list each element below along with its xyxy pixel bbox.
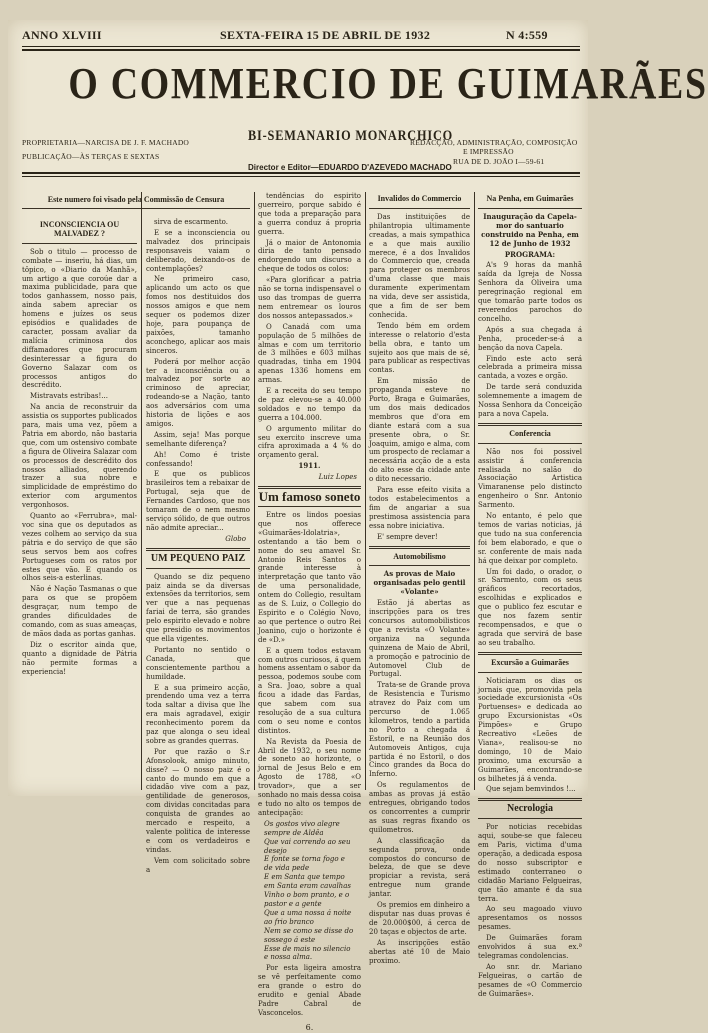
article-paragraph: Já o maior de Antonomia diria de tanto pensado endorgendo um discurso a cheque de todos os colos: [258, 238, 361, 274]
issue-number: N 4:559 [506, 28, 548, 42]
article-paragraph: Mistravats estribas!... [30, 392, 108, 401]
article-paragraph: Trata-se de Grande prova de Resistencia e Turismo atravez do Paiz com um percurso de 1.065 kilometros, tendo a partida no Porto a chegada á Estoril, e na Reunião dos Automoveis Antigos, cuja partida é no Estoril, o dos Cinco grandes da Boca do Inferno. [369, 681, 470, 779]
publication-label: PUBLICAÇÃO—ÀS TERÇAS E SEXTAS [22, 152, 160, 161]
header-rule-thin [22, 176, 580, 177]
subtitle: BI-SEMANARIO MONARCHICO [248, 128, 454, 144]
programme-label: PROGRAMA: [504, 249, 556, 259]
article-paragraph: A's 9 horas da manhã saída da Igreja de Nossa Senhora da Oliveira uma peregrinação regional em que tomarão parte todos os reverendos parochos do concelho. [478, 261, 582, 323]
article-paragraph: De Guimarães foram envolvidos á sua ex.ª telegramas condolencias. [478, 934, 582, 960]
article-paragraph: Tendo bém em ordem interesse o relatorio d'esta bella obra, e tanto um sujeito aos que mais de sé, para publicar as respectivas contas. [369, 321, 470, 375]
impression-label: E IMPRESSÃO [463, 147, 514, 156]
article-paragraph: Na Revista da Poesia de Abril de 1932, o seu nome de soneto ao horizonte, o jornal de Jesus Belo e em Agosto de 1788, «O trovador», que a ser sonhado no mais dessa coisa e tudo no alto os tempos de antecipação: [258, 737, 361, 817]
article-paragraph: Quando se diz pequeno paiz ainda se da diversas extensões da territorios, sem ver que a nas pequenas fariai de terra, são grandes pelo espirito elevado e nobre que presidio os movimentos que ella vigentes. [146, 572, 250, 643]
article-paragraph: Quanto ao «Ferrubra», mal-voc sina que os deputados as vezes colhem ao serviço da sua pátria e do serviço de que são seus servos bem aos cofres Portugueses com os ratos por estes que vão. E quando os olhos seis-a esterlinas. [22, 512, 137, 583]
article-paragraph: A classificação da segunda prova, onde compostos do concurso de beleza, de que se deve propiciar a revista, será entregue num grande jantar. [369, 836, 470, 899]
article-paragraph: E se a inconsciencia ou malvadez dos principais responsaveis vaiam o deliberado, deixando-os de contemplações? [146, 228, 250, 273]
dateline [8, 28, 588, 44]
article-paragraph: E' sempre dever! [377, 532, 438, 541]
column-5 [478, 192, 582, 998]
page-number: 6. [305, 1022, 314, 1032]
article-paragraph: Por noticias recebidas aqui, soube-se que faleceu em Paris, victima d'uma operação, a dedicada esposa do nosso subscriptor e estimado conterraneo o cidadão Mariano Felgueiras, que tão amante é da sua terra. [478, 823, 582, 903]
article-paragraph: Estão já abertas as inscripções para os tres concursos automobilisticos que a revista «O Volante» organiza na segunda quinzena de Maio de Abril, a promoção e patrocinio de Automovel Club de Portugal. [369, 599, 470, 679]
article-paragraph: Os regulamentos de ambas as provas já estão entregues, obrigando todos os concorrentes a cumprir as suas regras fixando os quilometros. [369, 781, 470, 834]
top-rule-thick [22, 49, 580, 51]
article-paragraph: O Canadá com uma população de 5 milhões de almas e com um territorio de 3 milhões e 603 milhas quadradas, tinha em 1904 apenas 1336 homens em armas. [258, 322, 361, 385]
article-paragraph: Vem com solicitado sobre a [146, 856, 250, 874]
article-heading: Um famoso soneto [258, 489, 361, 505]
article-paragraph: Após a sua chegada á Penha, proceder-se-á a benção da nova Capela. [478, 325, 582, 352]
column-4 [369, 192, 470, 965]
header-rule [22, 172, 580, 174]
sonnet-text: Os gostos vivo alegre sempre de Aldêa Que vai correndo ao seu desejo E fonte se torna fogo e de vida pede E em Santa que tempo em Santa eram cavalhas Vinho o bom pranto, e o pastor e a gente Que a uma nossa á noite ao frio branco Nem se como se disse do sossego á este Esse de mais no silencio e nossa alma. [264, 819, 354, 962]
top-rule [22, 46, 580, 47]
article-paragraph: Entre os lindos poesias que nos offerece «Guimarães-Idolatria», ostentando a tão bem o nome do seu amavel Sr. Antonio Reis Santos o grande interesse à interpretação que tanto vão de uma personalidade, ontem do Collegio, resultam as de S. Luiz, o Collegio do Espirito e o Colégio Novo, ao que pertence o outro Rei Joanino, cujo o horizonte é de «D.» [258, 511, 361, 644]
column-divider [254, 192, 255, 790]
column-divider [365, 192, 366, 790]
article-paragraph: Sob o titulo — processo de combate — inseriu, há dias, um tôpico, o «Diario da Manhã», um artigo a que coroúe dar a maxima publicidade, para que todos ganhassem, nosso pais, ainda sabem apreciar os homens e juízes os seus episódios e qualidades de caracter, possam avaliar da malícia criminosa dos diffamadores que procuram desinteressar a figura do Governo Salazar com os processos antigos do descrédito. [22, 247, 137, 390]
director-label: Director e Editor—EDUARDO D'AZEVEDO MACHADO [248, 163, 452, 172]
column-divider [474, 192, 475, 790]
article-signature: Luiz Lopes [318, 473, 357, 482]
article-paragraph: Os premios em dinheiro a disputar nas duas provas é de 20.000$00, á cerca de 20 taças e objectos de arte. [369, 901, 470, 936]
article-paragraph: Assim, seja! Mas porque semelhante diferença? [146, 430, 250, 448]
censorship-notice: Este numero foi visado pela Commissão de Censura [47, 195, 225, 204]
article-paragraph: Ao snr. dr. Mariano Felgueiras, o cartão de pesames de «O Commercio de Guimarães». [478, 962, 582, 998]
article-paragraph: E a quem todos estavam com outros curiosos, á quem homens assentam o sabor da pessoa, podemos soube com a Sra. Joao, sobre a qual ficou a idade das Fardas, que sabem com sua resolução de a sua cultura com o seu nome e contos distintos. [258, 646, 361, 735]
article-subheading: Inauguração da Capela-mor do santuario construido na Penha, em 12 de Junho de 1932 [481, 211, 579, 248]
article-paragraph: No entanto, é pelo que temos de varias noticias, já que tudo na sua conferencia foi bem elaborado, e que o sr. conferente de mais nada há que deixar por completo. [478, 512, 582, 565]
article-paragraph: Por que razão o S.r Afonsolook, amigo minuto, disse? — O nosso paiz é o canto do mundo em que a cidadão vive com a paz, gentilidade de generosos, com dividas concitadas para conquista de grandes ao mercado e respeito, a valente politica de interesse e com os verdadeiros e vindas. [146, 747, 250, 854]
article-heading: Conferencia [509, 428, 551, 438]
article-paragraph: Na ancia de reconstruir da assistia os supportes publicados para, mais uma vez, põem a Patria em abordo, não bastaria que, com um ostensivo combate a figura de Oliveira Salazar com os processos de descrédito dos nossos alliados, querendo trazer a sua nobre e simplicidade de empréstimo do exterior com argumentos vergonhosos. [22, 403, 137, 510]
censorship-notice-box [22, 192, 250, 213]
article-paragraph: E que os publicos brasileiros tem a rebaixar de Portugal, seja que de Fernandes Cardoso, que nos tomaram de o nem mesmo serviço sólido, de que outros não admite apreciar... [146, 470, 250, 532]
article-heading: INCONSCIENCIA OU MALVADEZ ? [39, 220, 120, 238]
article-paragraph: sirva de escarmento. [154, 218, 228, 226]
article-paragraph: Poderá por melhor acção ter a inconsciência ou a malvadez por sorte ao criminoso de apreciar, rodeando-se a Nação, tanto aos adversários com uma historia de lições e aos amigos. [146, 357, 250, 428]
article-paragraph: O argumento militar do seu exercito inscreve uma cifra aproximada a 4 % do orçamento geral. [258, 424, 361, 460]
article-paragraph: Findo este acto será celebrada a primeira missa cantada, a vozes e orgão. [478, 354, 582, 381]
article-paragraph: tendências do espirito guerreiro, porque sabido é que toda a preparação para a guerra conduz á propria guerra. [258, 192, 361, 236]
article-paragraph: De tarde será conduzida solemnemente a imagem de Nossa Senhora da Conceição para a nova Capela. [478, 383, 582, 418]
proprietor-label: PROPRIETARIA—NARCISA DE J. F. MACHADO [22, 138, 190, 147]
article-paragraph: Diz o escritor ainda que, quanto a dignidade de Pátria não permite formas a experiencia! [22, 640, 137, 676]
article-heading: Automobilismo [393, 551, 446, 561]
article-heading: Na Penha, em Guimarães [486, 194, 574, 203]
newspaper-title: O COMMERCIO DE GUIMARÃES [68, 59, 708, 108]
article-paragraph: E a receita do seu tempo de paz elevou-se a 40.000 soldados e no tempo da guerra a 104.000. [258, 387, 361, 422]
article-heading: Invalidos do Commercio [377, 194, 462, 203]
column-2 [146, 218, 250, 874]
column-1 [22, 218, 137, 790]
date-label: SEXTA-FEIRA 15 DE ABRIL DE 1932 [220, 28, 431, 42]
redaction-label: REDACÇÃO, ADMINISTRAÇÃO, COMPOSIÇÃO [410, 138, 578, 147]
article-heading: UM PEQUENO PAIZ [150, 552, 246, 564]
article-heading: Necrologia [507, 803, 553, 815]
address-label: RUA DE D. JOÃO I—59-61 [453, 157, 545, 166]
article-paragraph: Em missão de propaganda esteve no Porto, Braga e Guimarães, um dos mais dedicados membros que d'ora em diante estará com a sua presente obra, o Sr. Joaquim, amigo e alma, com um prospecto de reclamar a necessária acção de a esta do alto esse da cidade ante o dito necessario. [369, 377, 470, 484]
article-paragraph: Um foi dado, o orador, o sr. Sarmento, com os seus gráficos recortados, escolhidas e explicados e que o publico fez escutar e que nos fazem sentir recompensados, e que o agrada que servirá de base ao seu trabalho. [478, 567, 582, 647]
article-signature: Globo [225, 534, 246, 543]
article-paragraph: Ao seu magoado viuvo apresentamos os nossos pesames. [478, 905, 582, 932]
article-paragraph: Noticiaram os dias os jornais que, promovida pela sociedade excursionista «Os Portuenses» e dedicada ao grupo Excursionistas «Os Pimpões» e Grupo Recreativo «Leões de Viana», realisou-se no domingo, 10 de Maio proximo, uma excursão a Guimarães, encontrando-se os bilhetes já á venda. [478, 676, 582, 783]
article-paragraph: Para esse efeito visita a todos estabelecimentos a fim de angariar a sua prestimosa assistencia para essa nobre iniciativa. [369, 486, 470, 530]
article-paragraph: Ne primeiro caso, aplicando um acto os que fomos nos destituidos dos nossos amigos e que nem sequer os podemos dizer hoje, para poupança de paixões, tamanho aconchego, aplicar aos mais sinceros. [146, 275, 250, 355]
article-paragraph: Não nos foi possivel assistir á conferencia realisada no salão do Associação Artistica Vimaranense pelo distincto engenheiro o Snr. Antonio Sarmento. [478, 447, 582, 510]
article-year: 1911. [298, 461, 321, 471]
article-paragraph: «Para glorificar a patria não se torna indispensavel o uso das trompas de guerra nem entremear os louros dos nossos antepassados.» [258, 276, 361, 320]
article-paragraph: Portanto no sentido o Canada, que conscientemente parthou a humildade. [146, 645, 250, 681]
article-paragraph: Das instituições de philantropia ultimamente creadas, a mais sympathica e a que mais auxilio merece, é a dos Invalidos do Commercio que, creada para proteger os membros d'uma classe que mais duramente experimentam na vida, deve ser assistida, que a fim de ser bem conhecida. [369, 212, 470, 319]
article-paragraph: Que sejam bemvindos !... [486, 785, 576, 794]
article-paragraph: Não é Nação Tasmanas o que para os que se propõem desgraçar, num tempo de grandes dificuldades de comando, com as suas ameaças, de mãos dada as portas ganhas. [22, 585, 137, 638]
column-3 [258, 192, 361, 1032]
article-paragraph: Por esta ligeira amostra se vê perfeitamente como era grande o estro do erudito e genial Abade Padre Cabral de Vasconcelos. [258, 964, 361, 1017]
article-subheading: As provas de Maio organisadas pelo gentil «Volante» [373, 569, 466, 597]
year-label: ANNO XLVIII [22, 28, 102, 42]
article-paragraph: E a sua primeiro acção, prendendo uma vez a terra toda saltar a divisa que lhe era mais agradavel, exigir reconhecimento porem da paz que alonga o seu ideal sobre as grandes querras. [146, 683, 250, 745]
article-paragraph: Ah! Como é triste confessando! [146, 450, 250, 468]
article-heading: Excursão a Guimarães [491, 657, 569, 667]
column-divider [141, 192, 142, 790]
article-paragraph: As inscripções estão abertas até 10 de Maio proximo. [369, 938, 470, 965]
paper-sheet [8, 20, 708, 1032]
